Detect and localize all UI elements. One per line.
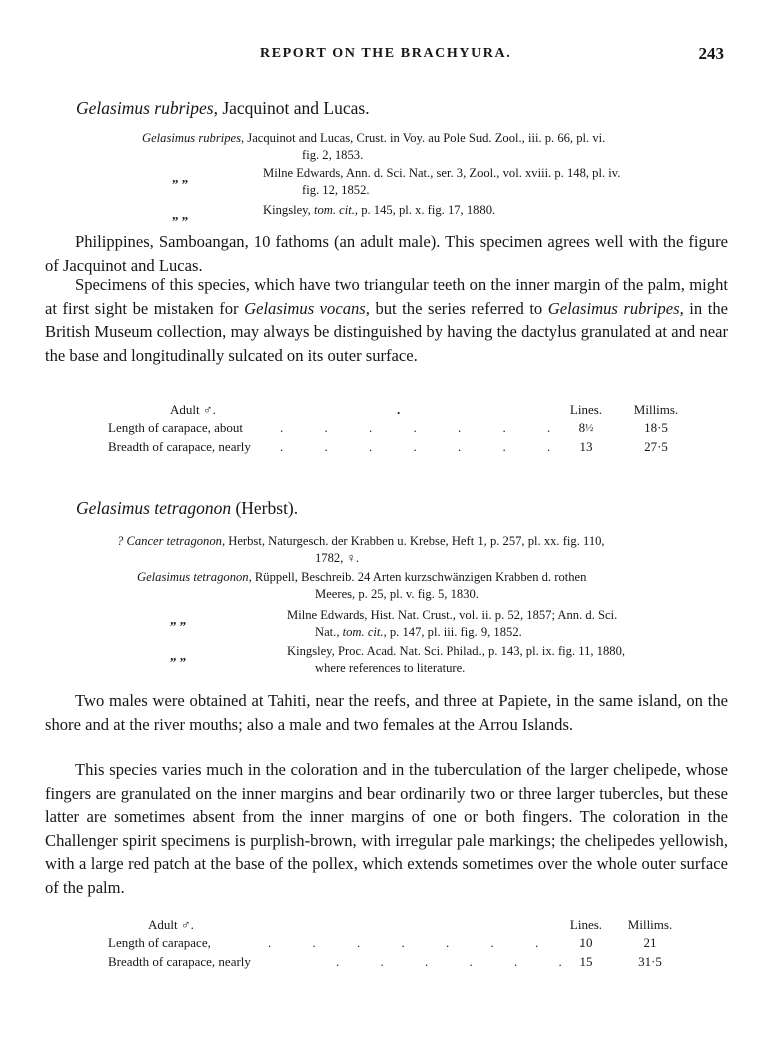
species-heading-rubripes: [76, 98, 370, 119]
paragraph-text: Two males were obtained at Tahiti, near the reefs, and three at Papiete, in the same island, on the shore and at the river mouths; also a male and two females at the Arrou Islands.: [45, 691, 728, 734]
species-heading-tetragonon: [76, 498, 298, 519]
page-header: [0, 46, 776, 68]
synonym-continuation: fig. 12, 1852.: [302, 183, 370, 197]
stray-dot: .: [397, 402, 401, 417]
paragraph-description: [45, 273, 728, 367]
lines-value: 10: [579, 935, 593, 950]
paragraph-text: in the British Museum collection, may always be distinguished by having the dactylus granulated at and near the base and longitudinally sulcated on its outer surface.: [45, 298, 728, 365]
species-name: Gelasimus rubripes: [76, 98, 214, 118]
table-row: Breadth of carapace, nearly . . . . . . . 13 27·5: [108, 439, 728, 457]
paragraph-text: Philippines, Samboangan, 10 fathoms (an adult male). This specimen agrees well with the figure of Jacquinot and Lucas.: [45, 232, 728, 275]
table-heading: Adult ♂.: [148, 917, 194, 932]
ditto-marks: „ „: [172, 207, 189, 222]
synonym-continuation: where references to literature.: [315, 661, 466, 675]
table-row: Length of carapace, about . . . . . . . 8½ 18·5: [108, 420, 728, 438]
measurement-table: [108, 402, 728, 462]
measurement-table: [108, 917, 728, 977]
row-label: Breadth of carapace, nearly: [108, 954, 251, 969]
synonym-name: ? Cancer tetragonon,: [117, 534, 226, 548]
synonym-entry: [287, 643, 625, 677]
row-label: Breadth of carapace, nearly: [108, 439, 251, 454]
column-header-millims: Millims.: [627, 917, 673, 932]
synonym-continuation: 1782, ♀.: [315, 551, 360, 565]
synonym-entry: [263, 202, 495, 219]
species-ref: Gelasimus rubripes,: [547, 298, 684, 318]
column-header-lines: Lines.: [569, 917, 603, 932]
column-header-lines: Lines.: [569, 402, 603, 417]
paragraph-text: Specimens of this species, which have two triangular teeth on the inner margin of the palm, might at first sight be mistaken for: [45, 275, 728, 318]
millims-value: 18·5: [644, 420, 668, 435]
synonym-continuation: fig. 2, 1853.: [302, 148, 364, 162]
running-title: REPORT ON THE BRACHYURA.: [260, 46, 512, 61]
synonym-citation: Jacquinot and Lucas, Crust. in Voy. au Pole Sud. Zool., iii. p. 66, pl. vi.: [244, 131, 606, 145]
synonym-entry: [137, 569, 586, 603]
lines-value: 8½: [578, 420, 594, 435]
column-header-millims: Millims.: [633, 402, 679, 417]
paragraph-text: but the series referred to: [369, 298, 548, 318]
page-number: 243: [698, 44, 724, 63]
paragraph-locality: [45, 689, 728, 736]
row-label: Length of carapace,: [108, 935, 211, 950]
synonym-citation: Herbst, Naturgesch. der Krabben u. Krebse, Heft 1, p. 257, pl. xx. fig. 110,: [225, 534, 605, 548]
millims-value: 27·5: [644, 439, 668, 454]
synonym-citation: Rüppell, Beschreib. 24 Arten kurzschwänzigen Krabben d. rothen: [251, 570, 587, 584]
synonym-citation: Kingsley, Proc. Acad. Nat. Sci. Philad., p. 143, pl. ix. fig. 11, 1880,: [287, 644, 626, 658]
synonym-continuation: Meeres, p. 25, pl. v. fig. 5, 1830.: [315, 587, 479, 601]
table-row: Breadth of carapace, nearly . . . . . . 15 31·5: [108, 954, 728, 972]
synonym-entry: [287, 607, 617, 641]
row-label: Length of carapace, about: [108, 420, 243, 435]
species-name: Gelasimus tetragonon: [76, 498, 232, 518]
ditto-marks: „ „: [170, 612, 187, 627]
species-authority: (Herbst).: [231, 498, 299, 518]
synonym-name: Gelasimus tetragonon,: [137, 570, 252, 584]
lines-value: 15: [579, 954, 593, 969]
species-ref: Gelasimus vocans,: [244, 298, 370, 318]
table-row: Length of carapace, . . . . . . . . 10 21: [108, 935, 728, 953]
lines-value: 13: [579, 439, 593, 454]
synonym-citation: Milne Edwards, Ann. d. Sci. Nat., ser. 3, Zool., vol. xviii. p. 148, pl. iv.: [263, 166, 621, 180]
synonym-entry: [263, 165, 620, 199]
millims-value: 31·5: [638, 954, 662, 969]
synonym-name: Gelasimus rubripes,: [142, 131, 245, 145]
synonym-entry: [142, 130, 605, 164]
ditto-marks: „ „: [172, 170, 189, 185]
table-header-row: [108, 402, 728, 420]
paragraph-locality: [45, 230, 728, 277]
synonym-citation: Milne Edwards, Hist. Nat. Crust., vol. ii. p. 52, 1857; Ann. d. Sci.: [287, 608, 618, 622]
species-authority: , Jacquinot and Lucas.: [213, 98, 370, 118]
synonym-entry: [117, 533, 605, 567]
millims-value: 21: [643, 935, 657, 950]
table-header-row: [108, 917, 728, 935]
table-heading: Adult ♂.: [170, 402, 216, 417]
paragraph-description: [45, 758, 728, 900]
synonym-tom-cit: tom. cit.: [313, 203, 355, 217]
ditto-marks: „ „: [170, 648, 187, 663]
synonym-author: Kingsley,: [263, 203, 314, 217]
synonym-continuation: Nat., tom. cit., p. 147, pl. iii. fig. 9, 1852.: [315, 625, 522, 639]
paragraph-text: This species varies much in the coloration and in the tuberculation of the larger chelipede, whose fingers are granulated on the inner margins and bear ordinarily two or three larger tubercles, but these latter are sometimes absent from the inner margins of one or both fingers. The coloration in the Challenger spirit specimens is purplish-brown, with irregular pale markings; the chelipedes yellowish, with a large red patch at the base of the pollex, which extends sometimes over the whole outer surface of the palm.: [45, 760, 728, 897]
synonym-citation: , p. 145, pl. x. fig. 17, 1880.: [354, 203, 496, 217]
